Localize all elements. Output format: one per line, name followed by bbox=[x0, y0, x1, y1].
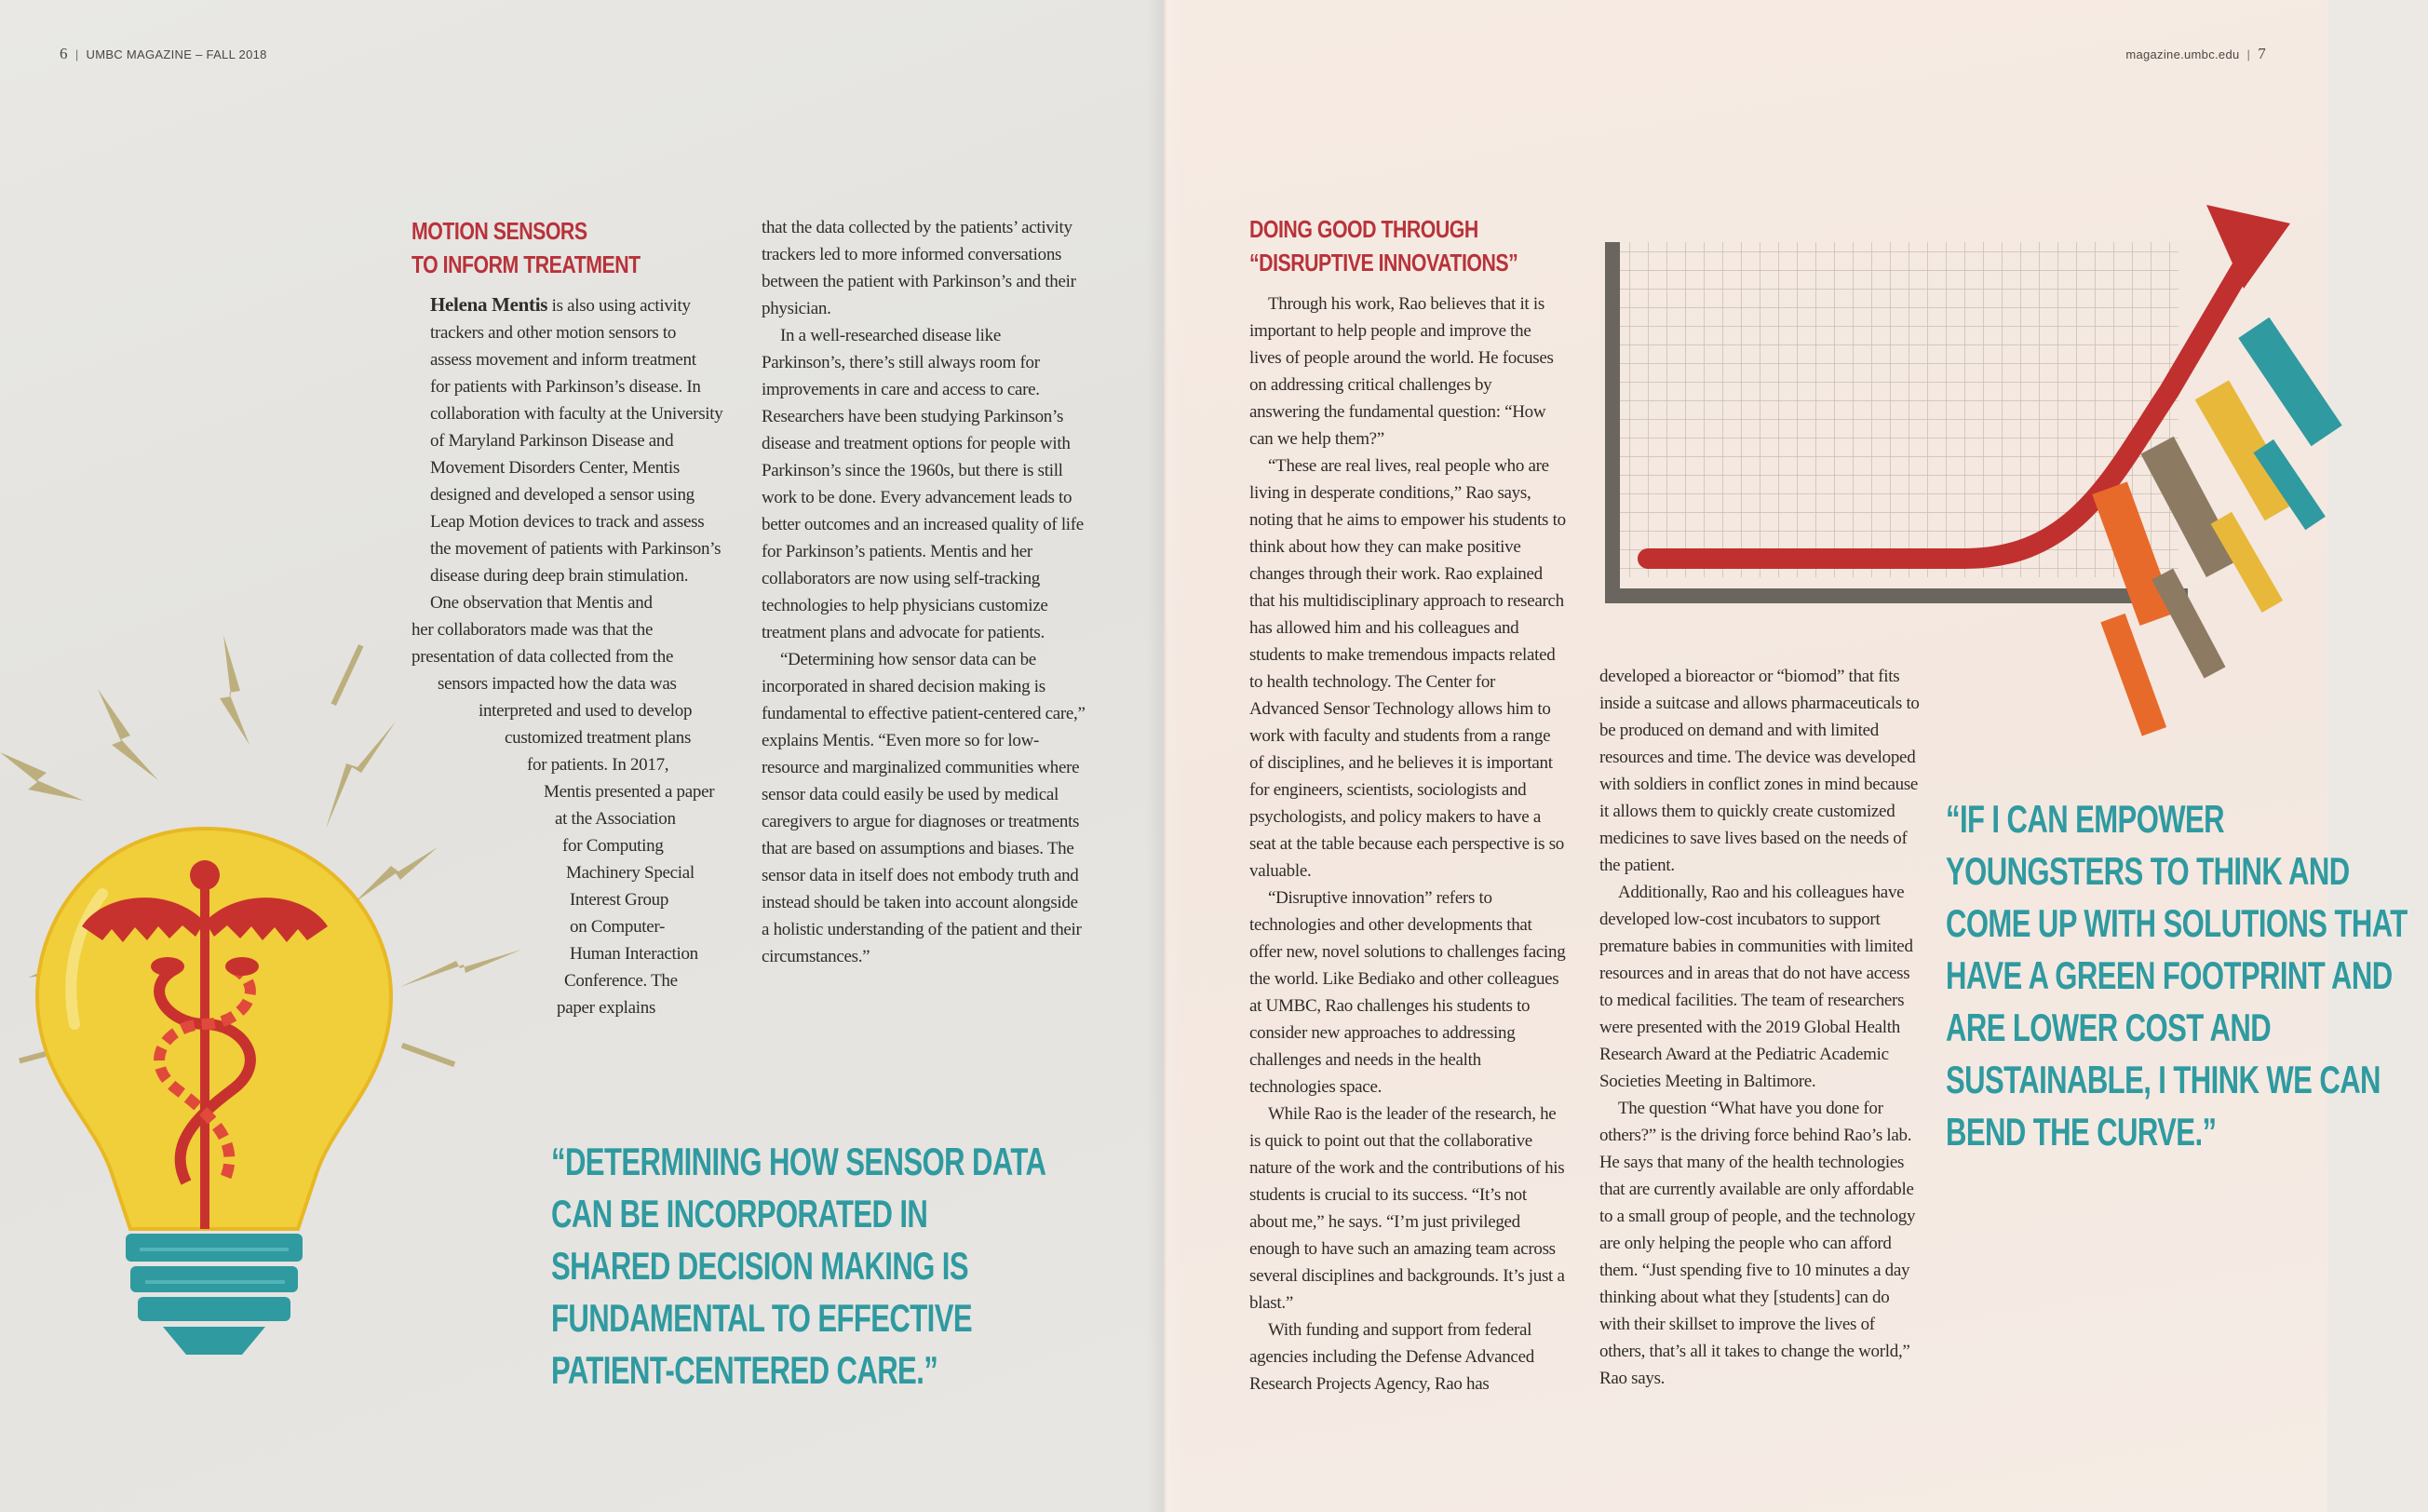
bulb-base bbox=[126, 1234, 303, 1355]
text-line: Interest Group bbox=[570, 890, 669, 910]
paragraph: that the data collected by the patients’ activity trackers led to more informed conversations between the patient with Parkinson’s and their physician. bbox=[762, 218, 1076, 318]
text-line: on Computer- bbox=[570, 917, 666, 937]
text-line: Mentis presented a paper bbox=[544, 782, 715, 802]
text-line: interpreted and used to develop bbox=[479, 701, 693, 721]
text-line: for patients. In 2017, bbox=[527, 755, 669, 775]
text-line: collaboration with faculty at the University bbox=[430, 404, 723, 424]
paragraph: “Determining how sensor data can be incorporated in shared decision making is fundamental to effective patient-centered care,” explains Mentis. “Even more so for low-resource and marginalized communities where sensor data could easily be used by medical caregivers to argue for diagnoses or treatments that are based on assumptions and biases. The sensor data in itself does not embody truth and instead should be taken into account alongside a holistic understanding of the patient and their circumstances.” bbox=[762, 650, 1086, 966]
text-line: trackers and other motion sensors to bbox=[430, 323, 677, 343]
arrow-head-icon bbox=[2206, 205, 2290, 289]
article-column-2 bbox=[762, 214, 1086, 970]
heading-line: DOING GOOD THROUGH bbox=[1249, 215, 1478, 243]
article-column-3 bbox=[1249, 290, 1566, 1397]
paragraph bbox=[411, 291, 728, 589]
issue-label: – FALL 2018 bbox=[196, 47, 267, 61]
pull-quote-left: “DETERMINING HOW SENSOR DATA CAN BE INCORPORATED IN SHARED DECISION MAKING IS FUNDAMENTAL TO EFFECTIVE PATIENT-CENTERED CARE.” bbox=[551, 1140, 1045, 1392]
text-line: of Maryland Parkinson Disease and bbox=[430, 431, 674, 451]
paragraph: In a well-researched disease like Parkinson’s, there’s still always room for improvements in care and access to care. Researchers have been studying Parkinson’s disease and treatment options for people with Parkinson’s since the 1960s, but there is still work to be done. Every advancement leads to better outcomes and an increased quality of life for Parkinson’s patients. Mentis and her collaborators are now using self-tracking technologies to help physicians customize treatment plans and advocate for patients. bbox=[762, 326, 1084, 642]
text-line: One observation that Mentis and bbox=[430, 593, 653, 613]
paragraph: With funding and support from federal agencies including the Defense Advanced Research Projects Agency, Rao has bbox=[1249, 1320, 1534, 1394]
text-line: paper explains bbox=[557, 998, 656, 1018]
text-line: Movement Disorders Center, Mentis bbox=[430, 458, 680, 478]
text-line: designed and developed a sensor using bbox=[430, 485, 695, 505]
text-line: Machinery Special bbox=[566, 863, 695, 883]
page-number: 6 bbox=[60, 45, 68, 62]
text-line: for Computing bbox=[562, 836, 664, 856]
magazine-name: UMBC MAGAZINE bbox=[86, 47, 193, 61]
text-line: assess movement and inform treatment bbox=[430, 350, 696, 370]
text-line: presentation of data collected from the bbox=[411, 647, 674, 667]
right-folio: magazine.umbc.edu | 7 bbox=[2125, 45, 2266, 62]
heading-line: TO INFORM TREATMENT bbox=[411, 250, 641, 278]
text-line: at the Association bbox=[555, 809, 676, 829]
article-column-4 bbox=[1599, 663, 1922, 1392]
text-line: customized treatment plans bbox=[505, 728, 692, 748]
text-line: Conference. The bbox=[564, 971, 678, 991]
heading-line: MOTION SENSORS bbox=[411, 217, 587, 245]
text-line: Leap Motion devices to track and assess bbox=[430, 512, 705, 532]
paragraph: developed a bioreactor or “biomod” that fits inside a suitcase and allows pharmaceuticals to be produced on demand and with limited resources and time. The device was developed with soldiers in conflict zones in mind because it allows them to quickly create customized medicines to save lives based on the needs of the patient. bbox=[1599, 667, 1920, 875]
growth-chart-brushes-icon bbox=[1592, 177, 2318, 754]
page-number: 7 bbox=[2258, 45, 2266, 62]
chart-grid bbox=[1620, 242, 2178, 577]
paragraph: While Rao is the leader of the research, he is quick to point out that the collaborative nature of the work and the contributions of his students is crucial to its success. “It’s not about me,” he says. “I’m just privileged enough to have such an amazing team across several disciplines and backgrounds. It’s just a blast.” bbox=[1249, 1104, 1565, 1313]
lightbulb-caduceus-icon bbox=[0, 614, 559, 1397]
text-line: the movement of patients with Parkinson’s bbox=[430, 539, 722, 559]
text-line: for patients with Parkinson’s disease. In bbox=[430, 377, 701, 397]
paragraph: The question “What have you done for others?” is the driving force behind Rao’s lab. He says that many of the health technologies that are currently available are only affordable to a small group of people, and the technology are only helping the people who can afford them. “Just spending five to 10 minutes a day thinking about what they [students] can do with their skillset to improve the lives of others, that’s all it takes to change the world,” Rao says. bbox=[1599, 1099, 1916, 1388]
heading-line: “DISRUPTIVE INNOVATIONS” bbox=[1249, 249, 1518, 277]
pull-quote-right: “IF I CAN EMPOWER YOUNGSTERS TO THINK AND COME UP WITH SOLUTIONS THAT HAVE A GREEN FOOTPRINT AND ARE LOWER COST AND SUSTAINABLE, I THINK WE CAN BEND THE CURVE.” bbox=[1946, 797, 2408, 1154]
lead-name: Helena Mentis bbox=[430, 293, 548, 316]
left-folio: 6 | UMBC MAGAZINE – FALL 2018 bbox=[60, 45, 267, 62]
text-line: her collaborators made was that the bbox=[411, 620, 654, 640]
text-line: sensors impacted how the data was bbox=[438, 674, 677, 694]
section-heading-motion-sensors bbox=[411, 214, 641, 281]
left-page bbox=[0, 0, 1164, 1512]
paragraph: “These are real lives, real people who are living in desperate conditions,” Rao says, noting that he aims to empower his students to think about how they can make positive changes through their work. Rao explained that his multidisciplinary approach to research has allowed him and his colleagues and students to make tremendous impacts related to health technology. The Center for Advanced Sensor Technology allows him to work with faculty and students from a range of disciplines, and he believes it is important for engineers, scientists, sociologists and psychologists, and policy makers to have a seat at the table because each perspective is so valuable. bbox=[1249, 456, 1566, 881]
paragraph: Additionally, Rao and his colleagues have developed low-cost incubators to support premature babies in communities with limited resources and in areas that do not have access to medical facilities. The team of researchers were presented with the 2019 Global Health Research Award at the Pediatric Academic Societies Meeting in Baltimore. bbox=[1599, 883, 1913, 1091]
site-url: magazine.umbc.edu bbox=[2125, 47, 2240, 61]
text-line: is also using activity bbox=[547, 296, 691, 316]
text-line: Human Interaction bbox=[570, 944, 698, 964]
right-page bbox=[1164, 0, 2408, 1512]
section-heading-disruptive-innovations bbox=[1249, 212, 1518, 279]
text-line: disease during deep brain stimulation. bbox=[430, 566, 689, 586]
paragraph: “Disruptive innovation” refers to technologies and other developments that offer new, novel solutions to challenges facing the world. Like Bediako and other colleagues at UMBC, Rao challenges his students to consider new approaches to addressing challenges and needs in the health technologies space. bbox=[1249, 888, 1566, 1097]
page-gutter bbox=[1147, 0, 1184, 1512]
paragraph: Through his work, Rao believes that it is important to help people and improve the lives of people around the world. He focuses on addressing critical challenges by answering the fundamental question: “How can we help them?” bbox=[1249, 294, 1554, 449]
